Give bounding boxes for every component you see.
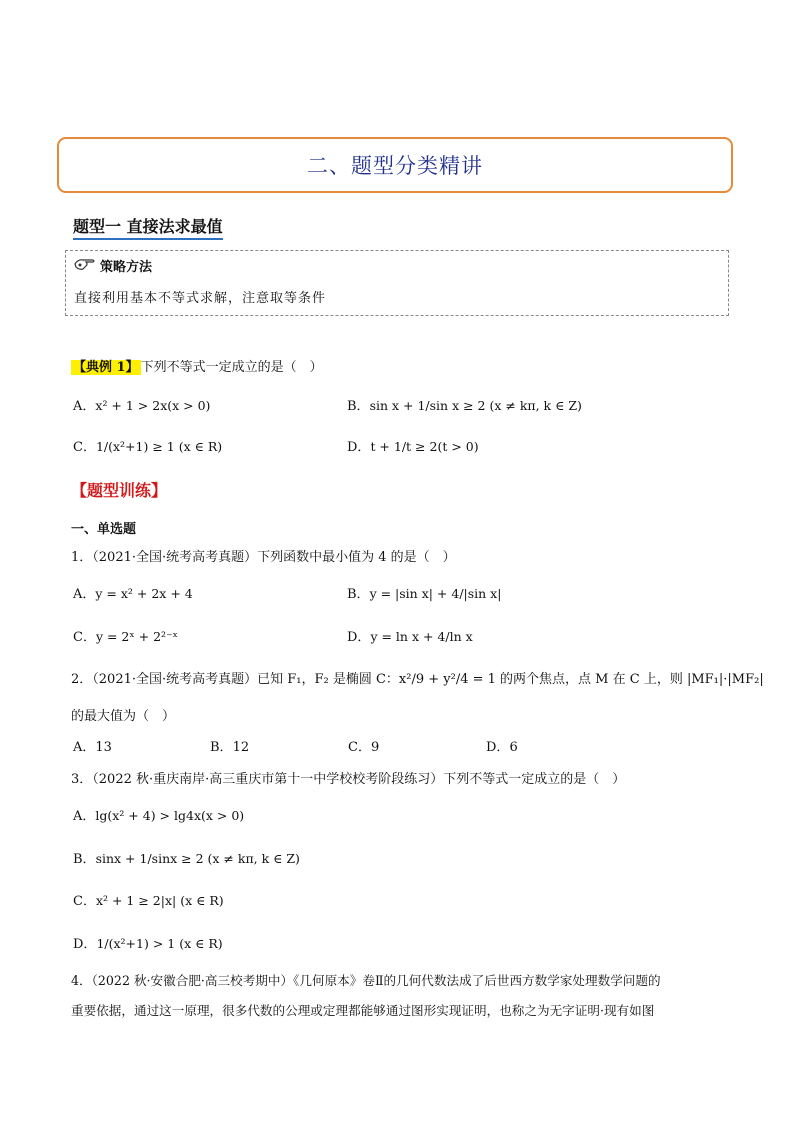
option-label: B． [347,399,370,414]
strategy-body: 直接利用基本不等式求解，注意取等条件 [74,291,327,306]
option-label: D． [73,937,97,952]
option-expr: lg(x² + 4) > lg4x(x > 0) [95,808,245,823]
q2-option-a [73,736,112,755]
q3-stem: 3．（2022 秋·重庆南岸·高三重庆市第十一中学校校考阶段练习）下列不等式一定成立的是（ ） [71,772,626,787]
option-expr: y = |sin x| + 4/|sin x| [369,586,502,601]
option-expr: 1/(x²+1) ≥ 1 (x ∈ R) [95,439,223,454]
q4-line-1: 4．（2022 秋·安徽合肥·高三校考期中）《几何原本》卷Ⅱ的几何代数法成了后世西方数学家处理数学问题的 [71,973,661,988]
strategy-box [65,250,729,316]
pointing-hand-icon [74,257,96,275]
option-label: A． [73,587,96,602]
option-value: 13 [95,740,112,755]
option-value: 6 [509,740,518,755]
strategy-title-row [74,256,152,275]
option-label: A． [73,740,96,755]
q2-option-d [486,736,518,755]
example-option-a [73,395,210,414]
q1-option-a [73,583,193,602]
option-expr: x² + 1 > 2x(x > 0) [95,398,211,413]
section-banner [57,137,733,193]
option-value: 12 [232,740,250,755]
q2-stem-cont: 的最大值为（ ） [71,709,176,724]
q2-option-b [210,736,249,755]
example-option-c [73,436,222,455]
option-expr: y = ln x + 4/ln x [370,629,473,644]
q3-option-a [73,805,244,824]
option-expr: y = x² + 2x + 4 [95,586,193,601]
q1-stem: 1．（2021·全国·统考高考真题）下列函数中最小值为 4 的是（ ） [71,550,456,565]
option-expr: x² + 1 ≥ 2|x| (x ∈ R) [95,893,224,908]
q1-option-c [73,626,178,645]
strategy-title: 策略方法 [100,260,153,275]
q1-option-b [347,583,501,602]
option-label: D． [347,440,371,455]
option-expr: 1/(x²+1) > 1 (x ∈ R) [96,936,223,951]
option-expr: sin x + 1/sin x ≥ 2 (x ≠ kπ, k ∈ Z) [369,398,582,413]
option-expr: sinx + 1/sinx ≥ 2 (x ≠ kπ, k ∈ Z) [95,851,300,866]
type-heading: 题型一 直接法求最值 [73,214,223,240]
q2-option-c [348,736,379,755]
q3-option-d [73,933,223,952]
q3-option-c [73,890,224,909]
q1-option-d [347,626,473,645]
banner-title: 二、题型分类精讲 [307,154,483,178]
example-stem: 下列不等式一定成立的是（ ） [140,360,323,375]
option-label: A． [73,399,96,414]
option-label: C． [73,630,96,645]
option-value: 9 [370,740,380,755]
example-option-b [347,395,582,414]
example-option-d [347,436,479,455]
option-label: C． [73,894,96,909]
option-expr: t + 1/t ≥ 2(t > 0) [370,439,479,454]
option-label: C． [73,440,96,455]
option-label: B． [347,587,370,602]
option-label: C． [348,740,371,755]
q3-option-b [73,848,300,867]
option-label: B． [210,740,233,755]
q2-stem: 2．（2021·全国·统考高考真题）已知 F₁，F₂ 是椭圆 C：x²/9 + y²/4 = 1 的两个焦点，点 M 在 C 上，则 |MF₁|·|MF₂| [71,672,764,687]
option-expr: y = 2ˣ + 2²⁻ˣ [95,629,178,644]
example-tag: 【典例 1】 [73,360,139,375]
option-label: D． [486,740,510,755]
section-heading: 一、单选题 [71,522,137,537]
example-stem-row [71,356,323,375]
option-label: B． [73,852,96,867]
q4-line-2: 重要依据，通过这一原理，很多代数的公理或定理都能够通过图形实现证明，也称之为无字证明·现有如图 [71,1003,655,1018]
option-label: A． [73,809,96,824]
option-label: D． [347,630,371,645]
training-heading: 【题型训练】 [71,481,168,500]
